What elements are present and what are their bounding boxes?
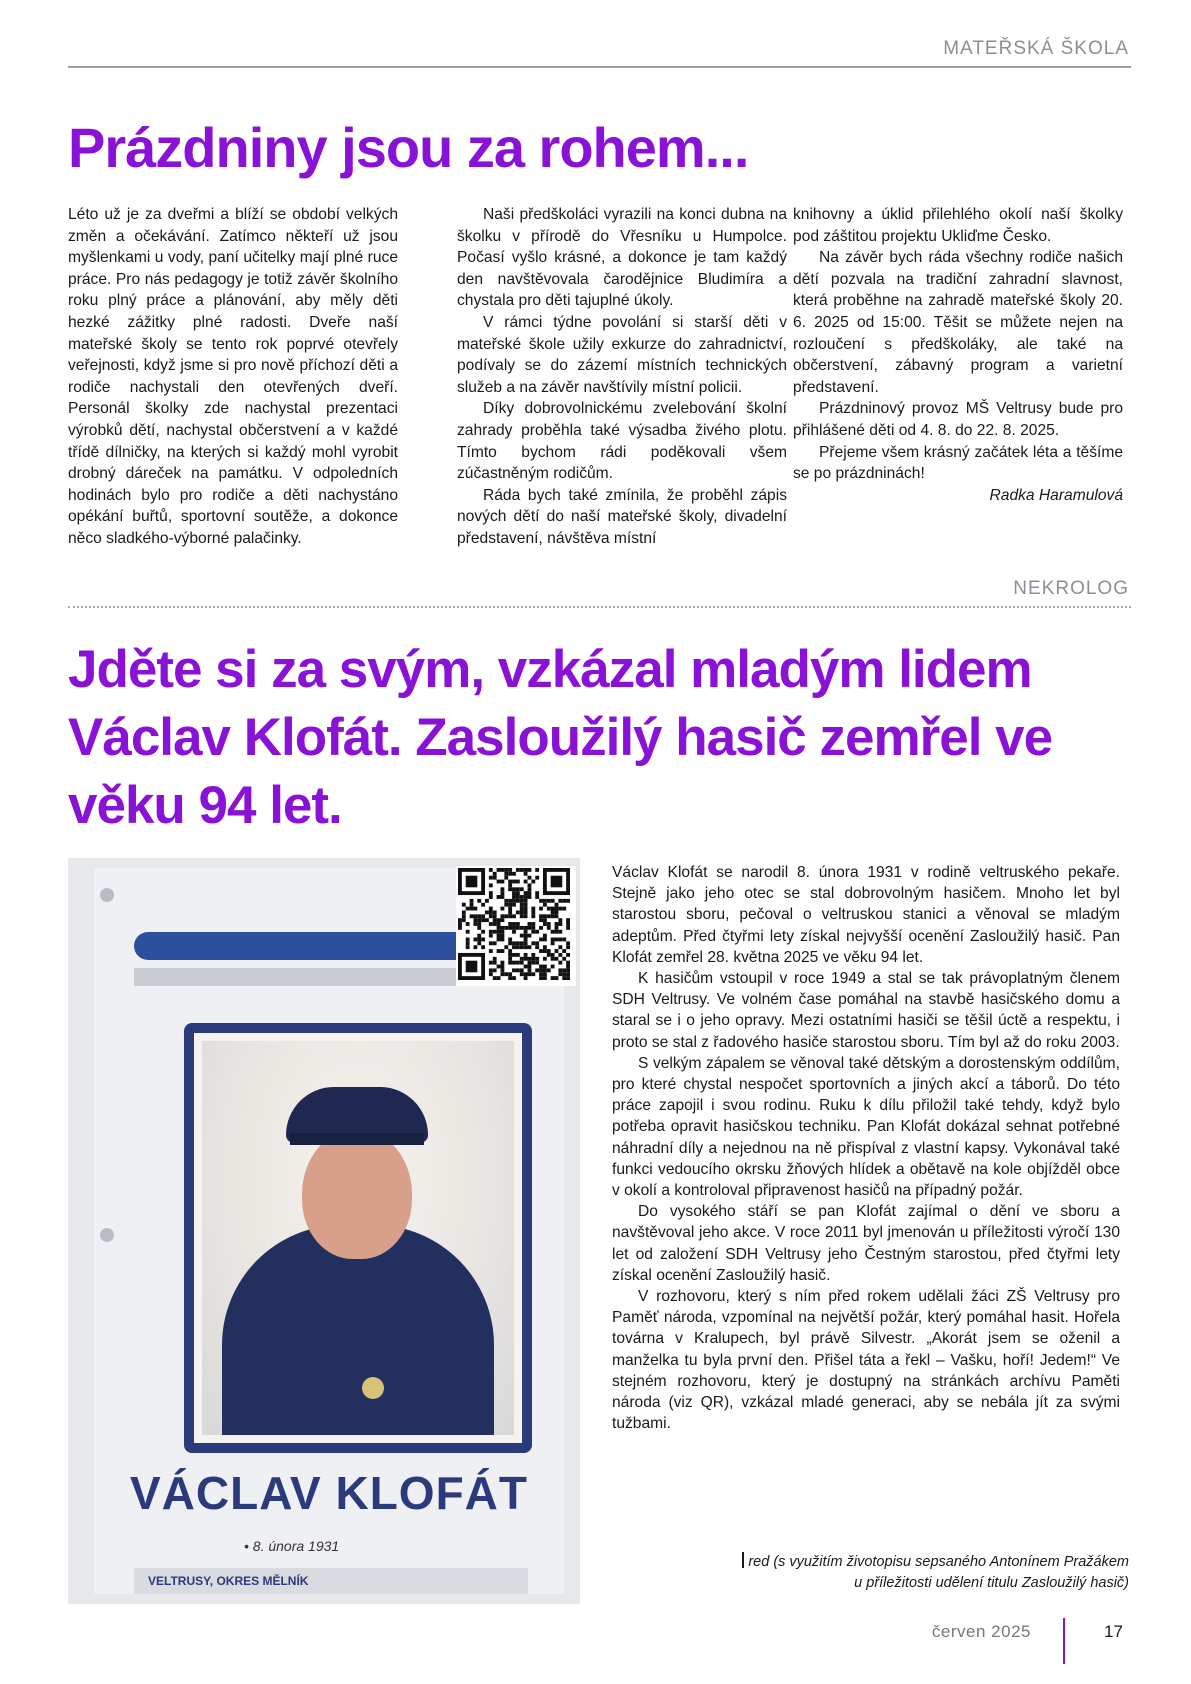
paragraph: Léto už je za dveřmi a blíží se období velkých změn a očekávání. Zatímco někteří už jsou myšlenkami u vody, paní učitelky mají plné ruce práce. Pro nás pedagogy je totiž závěr školního roku plný práce a plánování, aby měly děti hezké zážitky plné radosti. Dveře naší mateřské školy se tento rok poprvé otevřely veřejnosti, když jsme si pro nově příchozí děti a rodiče nachystali den otevřených dveří. Personál školky zde nachystal prezentaci výrobků dětí, nachystal občerstvení a v každé třídě dílničky, na kterých si každý mohl vyrobit drobný dáreček na památku. V odpoledních hodinách bylo pro rodiče a děti nachystáno opékání buřtů, sportovní soutěže, a dokonce něco sladkého-výborné palačinky. bbox=[68, 206, 398, 547]
footer-separator bbox=[1063, 1618, 1065, 1664]
section-tag-materska-skola: MATEŘSKÁ ŠKOLA bbox=[943, 38, 1129, 59]
paragraph: Díky dobrovolnickému zvelebování školní zahrady proběhla také výsadba živého plotu. Tímto bychom rádi poděkovali všem zúčastněným rodičům. bbox=[457, 400, 787, 483]
credit-line-1: red (s využitím životopisu sepsaného Antonínem Pražákem bbox=[748, 1554, 1129, 1570]
paragraph: V rozhovoru, který s ním před rokem udělali žáci ZŠ Veltrusy pro Paměť národa, vzpomínal na největší požár, který pomáhal hasit. Hořela továrna v Kralupech, byl právě Silvestr. „Akorát jsem se oženil a manželka tu byla první den. Přišel táta a řekl – Vašku, hoří! Jedem!“ Ve stejném rozhovoru, který je dostupný na stránkách archívu Paměti národa (viz QR), vzkázal mladé generaci, aby se nebála jít za svými tužbami. bbox=[612, 1288, 1120, 1433]
section-divider-dotted bbox=[68, 606, 1131, 608]
paragraph: Prázdninový provoz MŠ Veltrusy bude pro přihlášené děti od 4. 8. do 22. 8. 2025. bbox=[793, 400, 1123, 439]
article-title-prazdniny: Prázdniny jsou za rohem... bbox=[68, 116, 749, 179]
portrait-image bbox=[202, 1041, 514, 1435]
paragraph: K hasičům vstoupil v roce 1949 a stal se tak právoplatným členem SDH Veltrusy. Ve volném čase pomáhal na stavbě hasičského domu a staral se i o jeho opravy. Mezi ostatními hasiči se těšil úctě a respektu, i proto se stal z řadového hasiče starostou sboru. Tím byl až do roku 2003. bbox=[612, 970, 1120, 1051]
article-credit bbox=[669, 1552, 1129, 1594]
section-divider bbox=[68, 66, 1131, 68]
portrait-cap-band bbox=[290, 1133, 424, 1145]
article-column-3 bbox=[793, 204, 1123, 506]
binder-hole bbox=[100, 888, 114, 902]
photo-place-caption: VELTRUSY, OKRES MĚLNÍK bbox=[134, 1568, 528, 1594]
paragraph: Přejeme všem krásný začátek léta a těšíme se po prázdninách! bbox=[793, 443, 1123, 483]
article-column-2 bbox=[457, 204, 787, 550]
photo-name-caption: VÁCLAV KLOFÁT bbox=[129, 1467, 528, 1519]
page-number: 17 bbox=[1104, 1622, 1123, 1641]
paragraph: Václav Klofát se narodil 8. února 1931 v rodině veltruského pekaře. Stejně jako jeho otec se stal dobrovolným hasičem. Mnoho let byl starostou sboru, pečoval o veltruskou stanici a věnoval se mladým adeptům. Před čtyřmi lety získal nejvyšší ocenění Zasloužilý hasič. Pan Klofát zemřel 28. května 2025 ve věku 94 let. bbox=[612, 864, 1120, 966]
paragraph: Do vysokého stáří se pan Klofát zajímal o dění ve sboru a navštěvoval jeho akce. V roce 2011 byl jmenován u příležitosti výročí 130 let od založení SDH Veltrusy jeho Čestným starostou, před čtyřmi lety získal ocenění Zasloužilý hasič. bbox=[612, 1203, 1120, 1284]
paragraph: S velkým zápalem se věnoval také dětským a dorostenským oddílům, pro které chystal nespočet sportovních a jiných akcí a táborů. Do této práce zapojil i svou rodinu. Ruku k dílu přiložil také tehdy, když bylo potřeba opravit hasičskou techniku. Pan Klofát dokázal sehnat potřebné náhradní díly a nejednou na ně přispíval z vlastní kapsy. Vykonával také funkci vedoucího okrsku žňových hlídek a obětavě na kole objížděl obce v okolí a kontroloval připravenost hasičů na případný požár. bbox=[612, 1054, 1120, 1200]
footer-issue-date: červen 2025 bbox=[931, 1622, 1031, 1641]
qr-code-icon[interactable] bbox=[456, 866, 576, 986]
paragraph: V rámci týdne povolání si starší děti v mateřské škole užily exkurze do zahradnictví, podívaly se do zázemí místních technických služeb a na závěr navštívily místní policii. bbox=[457, 313, 787, 396]
article-author: Radka Haramulová bbox=[989, 486, 1123, 504]
article-title-nekrolog: Jděte si za svým, vzkázal mladým lidem Václav Klofát. Zasloužilý hasič zemřel ve věku 94 let. bbox=[68, 640, 1053, 835]
paragraph: knihovny a úklid přilehlého okolí naší školky pod záštitou projektu Ukliďme Česko. bbox=[793, 206, 1123, 245]
paragraph: Naši předškoláci vyrazili na konci dubna na školku v přírodě do Vřesníku u Humpolce. Počasí vyšlo krásné, a dokonce je tam každý den navštěvovala čarodějnice Bludimíra a chystala pro děti tajuplné úkoly. bbox=[457, 206, 787, 310]
photo-header-bar bbox=[134, 932, 494, 960]
portrait-face bbox=[302, 1129, 412, 1259]
portrait-frame bbox=[184, 1023, 532, 1453]
photo-subheader-bar bbox=[134, 968, 494, 986]
credit-bar bbox=[742, 1552, 744, 1568]
paragraph: Na závěr bych ráda všechny rodiče našich dětí pozvala na tradiční zahradní slavnost, která proběhne na zahradě mateřské školy 20. 6. 2025 od 15:00. Těšit se můžete nejen na rozloučení s předškoláky, ale také na občerstvení, zábavný program a varietní představení. bbox=[793, 249, 1123, 396]
article-nekrolog-body bbox=[612, 862, 1120, 1434]
credit-line-2: u příležitosti udělení titulu Zasloužilý hasič) bbox=[854, 1575, 1129, 1591]
section-tag-nekrolog: NEKROLOG bbox=[1013, 578, 1129, 599]
photo-date-caption: • 8. února 1931 bbox=[244, 1538, 340, 1554]
article-column-1 bbox=[68, 204, 398, 550]
paragraph: Ráda bych také zmínila, že proběhl zápis nových dětí do naší mateřské školy, divadelní představení, návštěva místní bbox=[457, 486, 787, 547]
medal-icon bbox=[362, 1377, 384, 1399]
binder-hole bbox=[100, 1228, 114, 1242]
